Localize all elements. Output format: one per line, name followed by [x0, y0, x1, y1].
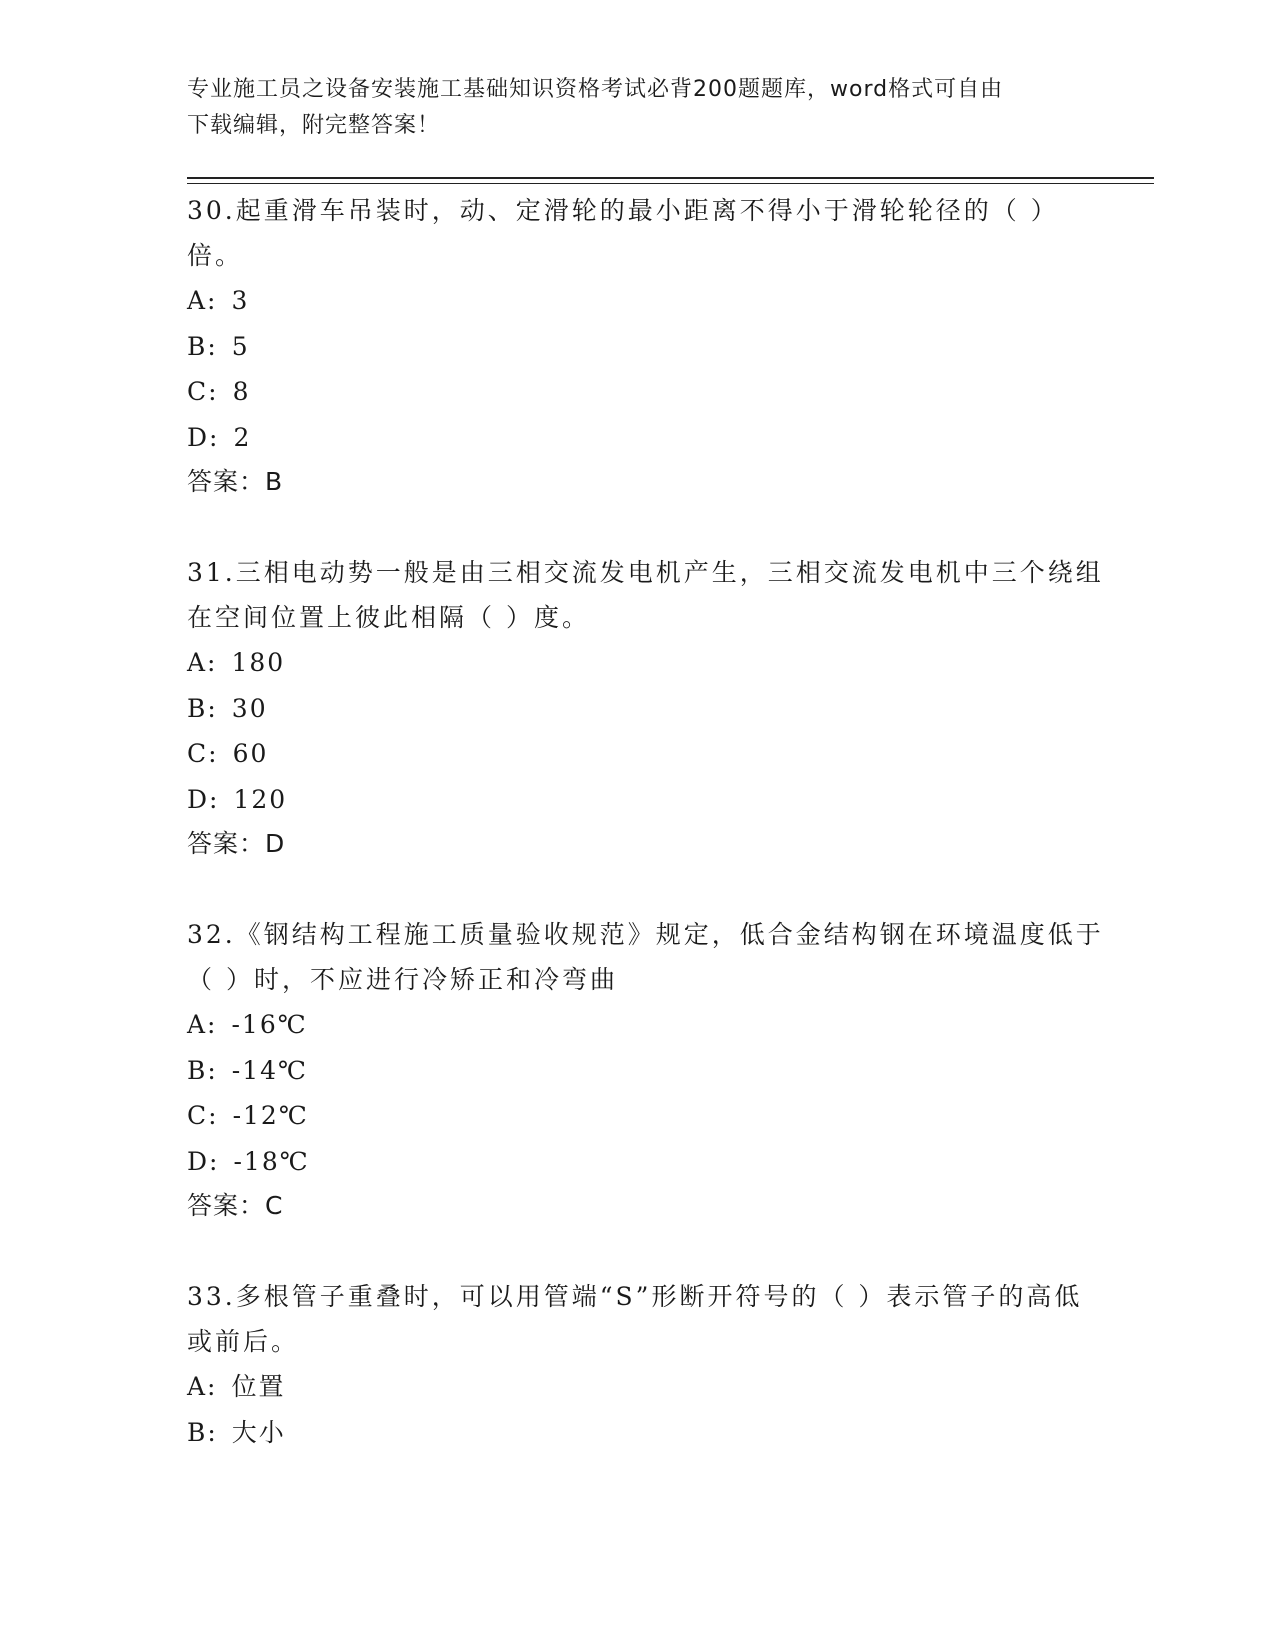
- option-c: C: 8: [187, 377, 251, 406]
- question-30: [187, 188, 1107, 504]
- option-b: B: 30: [187, 693, 268, 723]
- question-text: 30.起重滑车吊装时，动、定滑轮的最小距离不得小于滑轮轮径的（ ）倍。: [187, 196, 1059, 270]
- option-d: D: 120: [187, 784, 288, 814]
- question-list: [187, 188, 1107, 1455]
- question-text: 32.《钢结构工程施工质量验收规范》规定，低合金结构钢在环境温度低于（ ）时，不应进行冷矫正和冷弯曲: [187, 920, 1104, 994]
- question-33: [187, 1274, 1107, 1455]
- question-32: [187, 912, 1107, 1228]
- option-a: A: -16℃: [187, 1010, 308, 1039]
- question-text: 33.多根管子重叠时，可以用管端“S”形断开符号的（ ）表示管子的高低或前后。: [187, 1282, 1083, 1356]
- option-d: D: 2: [187, 422, 252, 452]
- question-text: 31.三相电动势一般是由三相交流发电机产生，三相交流发电机中三个绕组在空间位置上彼此相隔（ ）度。: [187, 558, 1104, 632]
- answer-line: 答案：B: [187, 467, 284, 496]
- header-title-line2: 下载编辑，附完整答案！: [187, 113, 441, 138]
- option-a: A: 3: [187, 286, 250, 315]
- header-divider-bottom: [187, 183, 1154, 184]
- answer-line: 答案：C: [187, 1191, 284, 1220]
- option-b: B: 5: [187, 331, 250, 361]
- option-a: A: 180: [187, 648, 286, 677]
- option-c: C: -12℃: [187, 1101, 309, 1130]
- header-title-line1: 专业施工员之设备安装施工基础知识资格考试必背200题题库，word格式可自由: [187, 77, 1004, 102]
- option-b: B: 大小: [187, 1417, 286, 1447]
- answer-line: 答案：D: [187, 829, 286, 858]
- option-c: C: 60: [187, 739, 269, 768]
- option-a: A: 位置: [187, 1372, 286, 1401]
- option-b: B: -14℃: [187, 1055, 309, 1085]
- option-d: D: -18℃: [187, 1146, 310, 1176]
- header-divider-top: [187, 177, 1154, 179]
- question-31: [187, 550, 1107, 866]
- document-header: [187, 72, 1087, 144]
